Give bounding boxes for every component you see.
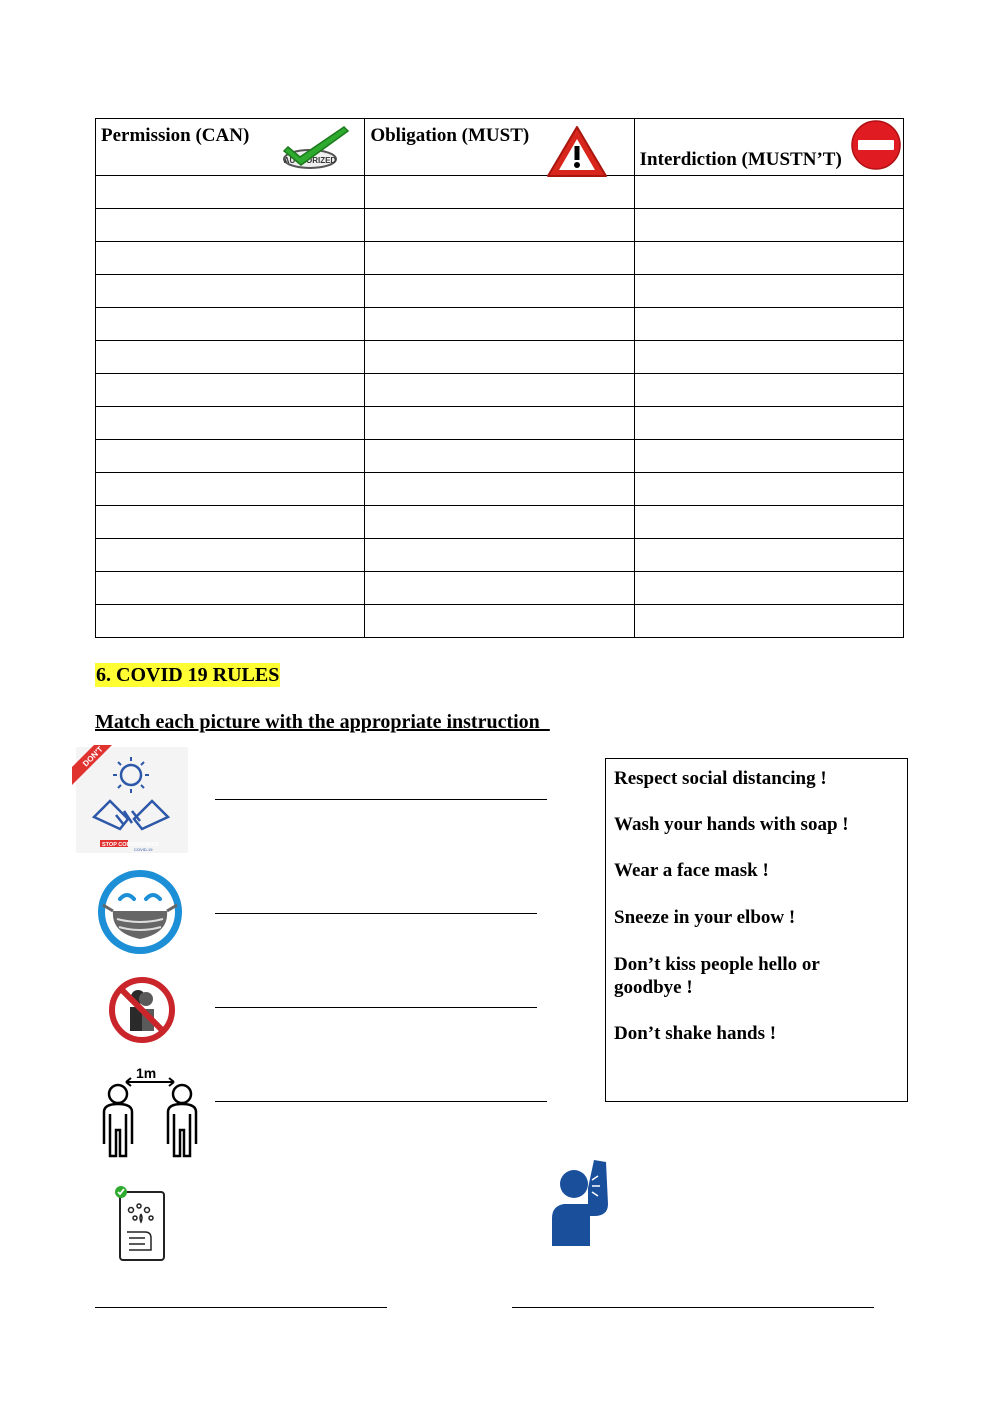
caption-text: STOP CORONAVIRUS (102, 842, 160, 848)
subcaption-text: COVID-19 (134, 847, 153, 852)
social-distancing-icon (96, 1064, 204, 1159)
table-cell[interactable] (96, 341, 365, 374)
table-cell[interactable] (365, 539, 634, 572)
header-permission (96, 119, 365, 176)
header-interdiction (634, 119, 903, 176)
sneeze-in-elbow-icon (550, 1156, 612, 1248)
table-cell[interactable] (96, 275, 365, 308)
table-cell[interactable] (365, 605, 634, 638)
table-cell[interactable] (365, 209, 634, 242)
table-cell[interactable] (634, 506, 903, 539)
face-mask-emoji-icon (95, 867, 185, 957)
table-row (96, 605, 904, 638)
table-row (96, 506, 904, 539)
table-row (96, 407, 904, 440)
word-item: Don’t kiss people hello or goodbye ! (614, 954, 820, 998)
warning-triangle-icon (545, 124, 609, 180)
table-row (96, 176, 904, 209)
table-row (96, 473, 904, 506)
table-row (96, 440, 904, 473)
table-cell[interactable] (96, 539, 365, 572)
word-item: Respect social distancing ! (614, 768, 827, 789)
answer-line-6[interactable] (512, 1307, 874, 1308)
table-row (96, 209, 904, 242)
table-cell[interactable] (96, 506, 365, 539)
table-cell[interactable] (96, 473, 365, 506)
picture-sneeze-elbow (550, 1156, 612, 1248)
answer-line-2[interactable] (215, 913, 537, 914)
table-row (96, 341, 904, 374)
table-cell[interactable] (634, 572, 903, 605)
table-cell[interactable] (634, 275, 903, 308)
dont-badge-text: DON'T (81, 745, 105, 769)
table-cell[interactable] (634, 473, 903, 506)
table-cell[interactable] (365, 308, 634, 341)
table-cell[interactable] (365, 341, 634, 374)
rules-table (95, 118, 904, 638)
table-row (96, 539, 904, 572)
no-handshake-icon (72, 745, 190, 855)
table-cell[interactable] (634, 176, 903, 209)
table-cell[interactable] (365, 374, 634, 407)
table-cell[interactable] (96, 242, 365, 275)
section-title: 6. COVID 19 RULES (96, 664, 280, 686)
table-cell[interactable] (96, 572, 365, 605)
table-cell[interactable] (96, 407, 365, 440)
table-cell[interactable] (634, 374, 903, 407)
green-checkmark-authorized-icon (276, 123, 356, 173)
table-cell[interactable] (365, 572, 634, 605)
table-cell[interactable] (634, 440, 903, 473)
no-entry-sign-icon (849, 120, 903, 170)
no-kissing-sign-icon (108, 969, 176, 1051)
picture-social-distancing (96, 1064, 204, 1159)
header-permission-label: Permission (CAN) (101, 125, 250, 146)
table-row (96, 308, 904, 341)
instruction-word-box (605, 758, 908, 1102)
table-body (96, 176, 904, 638)
table-cell[interactable] (634, 605, 903, 638)
table-row (96, 572, 904, 605)
table-cell[interactable] (634, 242, 903, 275)
word-item: Don’t shake hands ! (614, 1023, 777, 1044)
picture-face-mask (95, 867, 185, 957)
instruction-title: Match each picture with the appropriate instruction (95, 711, 550, 733)
table-cell[interactable] (634, 407, 903, 440)
table-cell[interactable] (96, 605, 365, 638)
svg-text:AUTHORIZED: AUTHORIZED (283, 156, 337, 165)
table-cell[interactable] (365, 473, 634, 506)
distance-label: 1m (136, 1065, 157, 1081)
table-cell[interactable] (96, 440, 365, 473)
table-cell[interactable] (96, 209, 365, 242)
table-cell[interactable] (365, 407, 634, 440)
table-row (96, 242, 904, 275)
table-header-row (96, 119, 904, 176)
header-obligation (365, 119, 634, 176)
table-cell[interactable] (96, 374, 365, 407)
answer-line-4[interactable] (215, 1101, 547, 1102)
picture-no-handshake (72, 745, 190, 855)
answer-line-1[interactable] (215, 799, 547, 800)
picture-hand-washing (107, 1180, 167, 1265)
header-interdiction-label: Interdiction (MUSTN’T) (639, 149, 842, 170)
answer-line-3[interactable] (215, 1007, 537, 1008)
word-item: Wash your hands with soap ! (614, 814, 849, 835)
table-cell[interactable] (365, 440, 634, 473)
table-cell[interactable] (634, 539, 903, 572)
hand-washing-icon (107, 1180, 167, 1265)
answer-line-5[interactable] (95, 1307, 387, 1308)
table-row (96, 374, 904, 407)
word-item: Sneeze in your elbow ! (614, 907, 796, 928)
table-cell[interactable] (634, 341, 903, 374)
table-cell[interactable] (634, 308, 903, 341)
table-row (96, 275, 904, 308)
table-cell[interactable] (365, 242, 634, 275)
table-cell[interactable] (634, 209, 903, 242)
table-cell[interactable] (96, 176, 365, 209)
picture-no-kissing (108, 969, 176, 1051)
table-cell[interactable] (365, 506, 634, 539)
header-obligation-label: Obligation (MUST) (370, 125, 530, 146)
word-item: Wear a face mask ! (614, 860, 769, 881)
table-cell[interactable] (96, 308, 365, 341)
table-cell[interactable] (365, 275, 634, 308)
table-cell[interactable] (365, 176, 634, 209)
